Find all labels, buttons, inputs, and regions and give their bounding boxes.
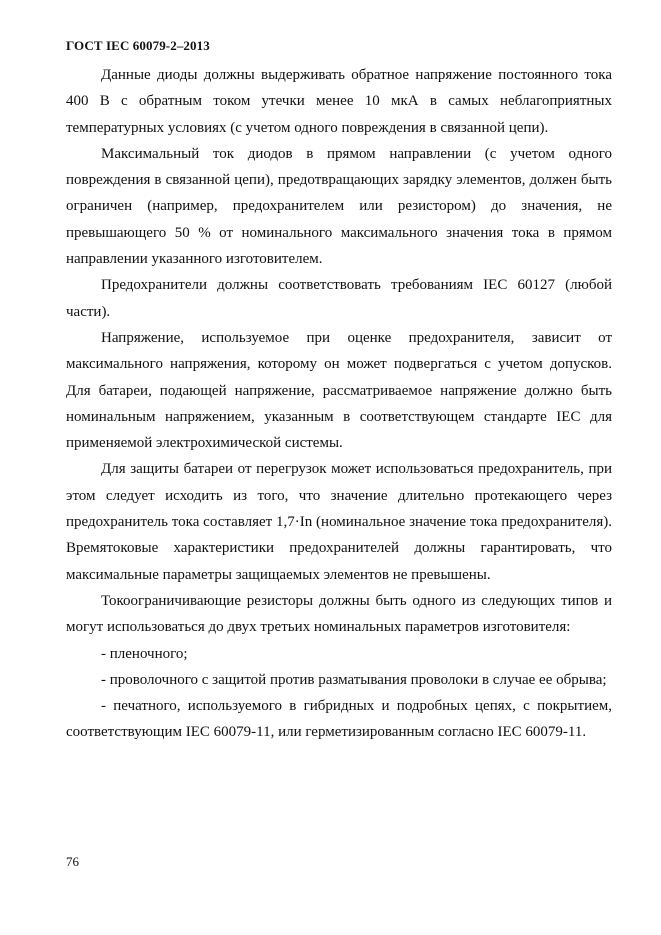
paragraph-current-limiting-resistors: Токоограничивающие резисторы должны быть одного из следующих типов и могут использоваться до двух третьих номинальных параметров изготовителя: <box>66 592 612 636</box>
document-header: ГОСТ IEC 60079-2–2013 <box>66 38 210 53</box>
paragraph-battery-protection: Для защиты батареи от перегрузок может использоваться предохранитель, при этом следует исходить из того, что значение длительно протекающего через предохранитель тока составляет 1,7·In (номинальное значение тока предохранителя). Времятоковые характеристики предохранителей должны гарантировать, что максимальные параметры защищаемых элементов не превышены. <box>66 461 612 583</box>
page-number: 76 <box>66 854 79 869</box>
list-item-wire-resistor: - проволочного с защитой против разматывания проволоки в случае ее обрыва; <box>101 671 607 688</box>
list-item-film-resistor: - пленочного; <box>101 645 188 662</box>
paragraph-diodes-forward-current: Максимальный ток диодов в прямом направлении (с учетом одного повреждения в связанной цепи), предотвращающих зарядку элементов, должен быть ограничен (например, предохранителем или резистором) до значения, не превышающего 50 % от номинального максимального значения тока в прямом направлении указанного изготовителем. <box>66 145 612 268</box>
document-body <box>66 62 612 746</box>
paragraph-fuses-requirements: Предохранители должны соответствовать требованиям IEC 60127 (любой части). <box>66 277 612 320</box>
paragraph-diodes-reverse-voltage: Данные диоды должны выдерживать обратное напряжение постоянного тока 400 В с обратным током утечки менее 10 мкА в самых неблагоприятных температурных условиях (с учетом одного повреждения в связанной цепи). <box>66 67 612 136</box>
list-item-printed-resistor: - печатного, используемого в гибридных и подробных цепях, с покрытием, соответствующим IEC 60079-11, или герметизированным согласно IEC 60079-11. <box>66 698 612 741</box>
paragraph-fuse-voltage: Напряжение, используемое при оценке предохранителя, зависит от максимального напряжения, которому он может подвергаться с учетом допусков. Для батареи, подающей напряжение, рассматриваемое напряжение должно быть номинальным напряжением, указанным в соответствующем стандарте IEC для применяемой электрохимической системы. <box>66 329 612 452</box>
